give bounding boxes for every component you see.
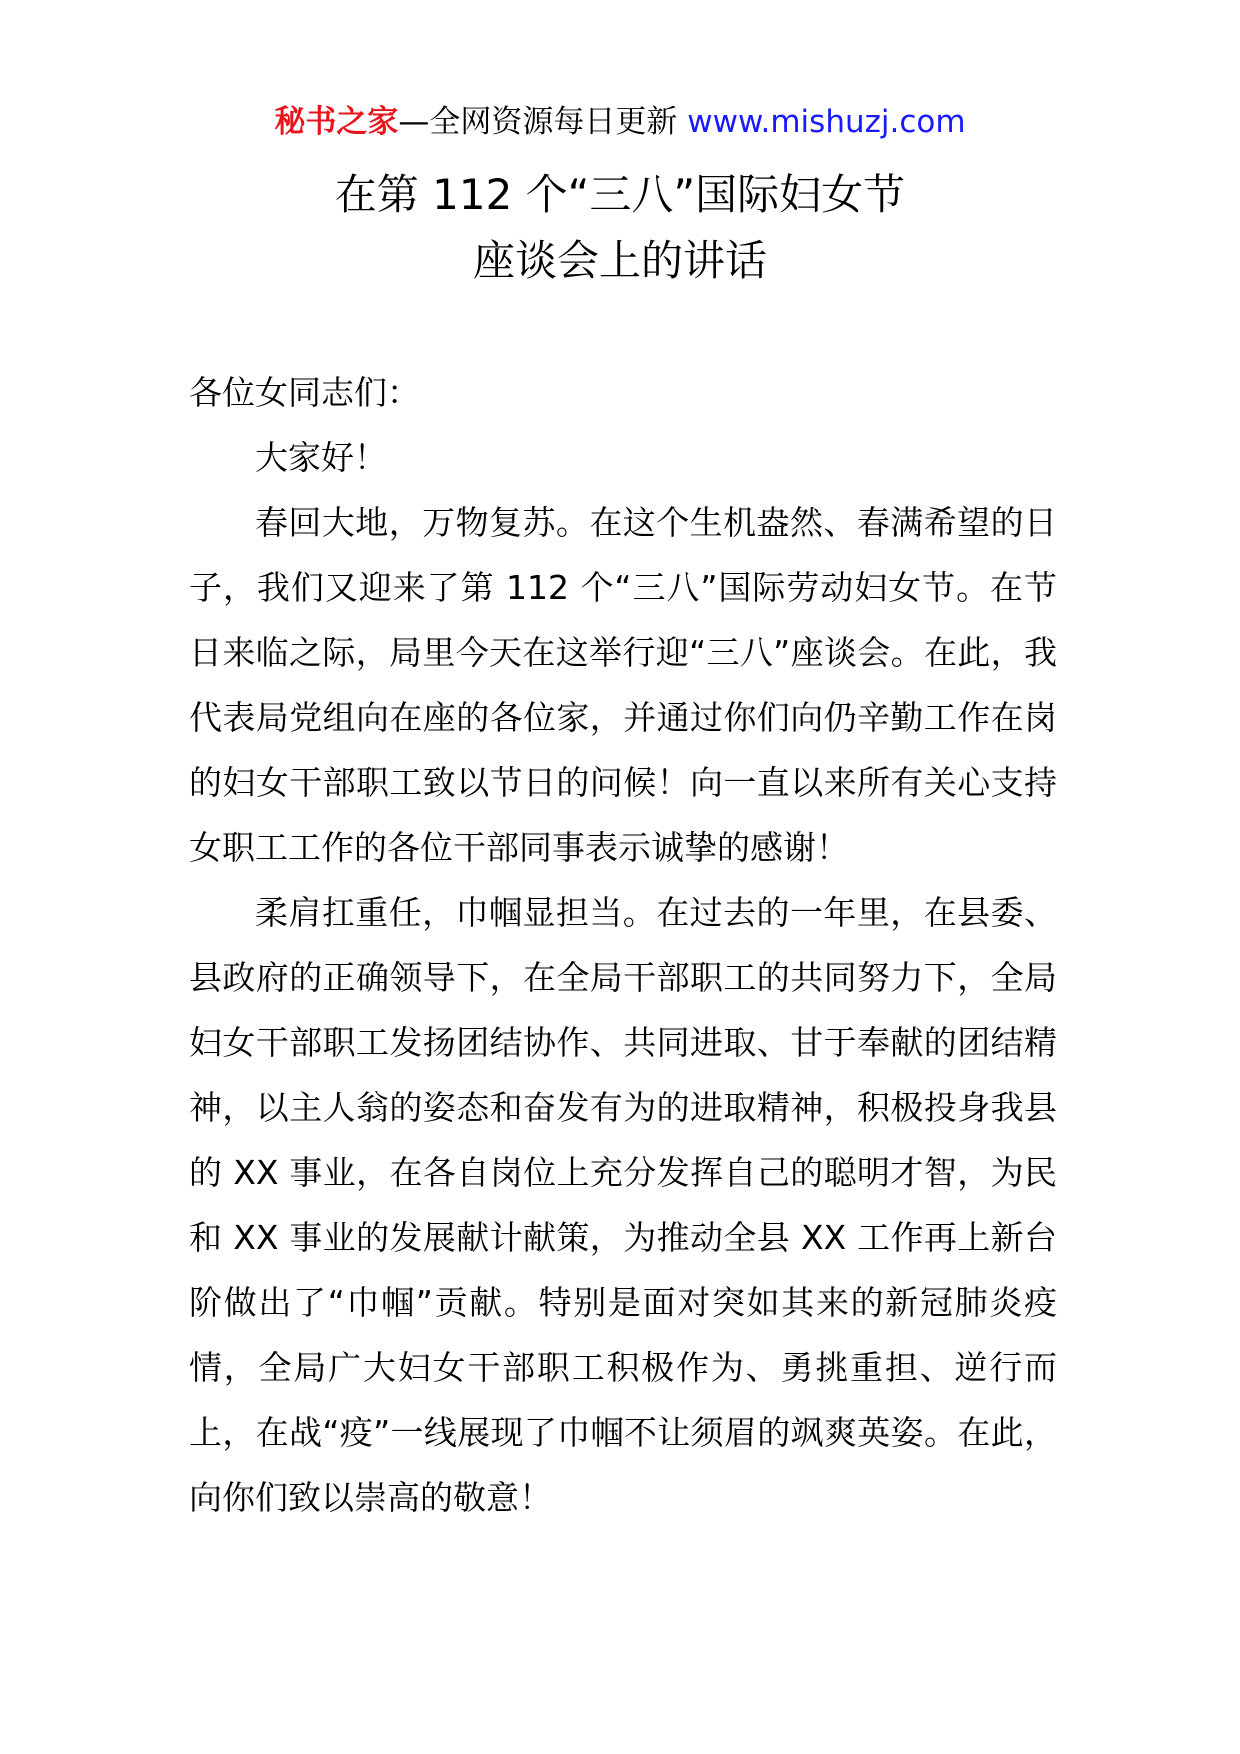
paragraph-2: 柔肩扛重任，巾帼显担当。在过去的一年里，在县委、县政府的正确领导下，在全局干部职工的共同努力下，全局妇女干部职工发扬团结协作、共同进取、甘于奉献的团结精神，以主人翁的姿态和奋发有为的进取精神，积极投身我县的 XX 事业，在各自岗位上充分发挥自己的聪明才智，为民和 XX 事业的发展献计献策，为推动全县 XX 工作再上新台阶做出了“巾帼”贡献。特别是面对突如其来的新冠肺炎疫情，全局广大妇女干部职工积极作为、勇挑重担、逆行而上，在战“疫”一线展现了巾帼不让须眉的飒爽英姿。在此，向你们致以崇高的敬意！ [189, 893, 1057, 1517]
header-tagline: —全网资源每日更新 [398, 104, 688, 140]
document-title-line-1: 在第 112 个“三八”国际妇女节 [334, 170, 906, 219]
brand-name: 秘书之家 [274, 104, 399, 140]
site-url-link[interactable]: www.mishuzj.com [687, 104, 966, 140]
greeting: 大家好！ [255, 438, 387, 477]
speech-body [189, 360, 1057, 1530]
paragraph-1: 春回大地，万物复苏。在这个生机盎然、春满希望的日子，我们又迎来了第 112 个“三八”国际劳动妇女节。在节日来临之际，局里今天在这举行迎“三八”座谈会。在此，我代表局党组向在座的各位家，并通过你们向仍辛勤工作在岗的妇女干部职工致以节日的问候！向一直以来所有关心支持女职工工作的各位干部同事表示诚挚的感谢！ [189, 503, 1057, 867]
site-header [0, 100, 1240, 144]
document-title-line-2: 座谈会上的讲话 [472, 236, 767, 285]
salutation: 各位女同志们： [189, 373, 420, 412]
